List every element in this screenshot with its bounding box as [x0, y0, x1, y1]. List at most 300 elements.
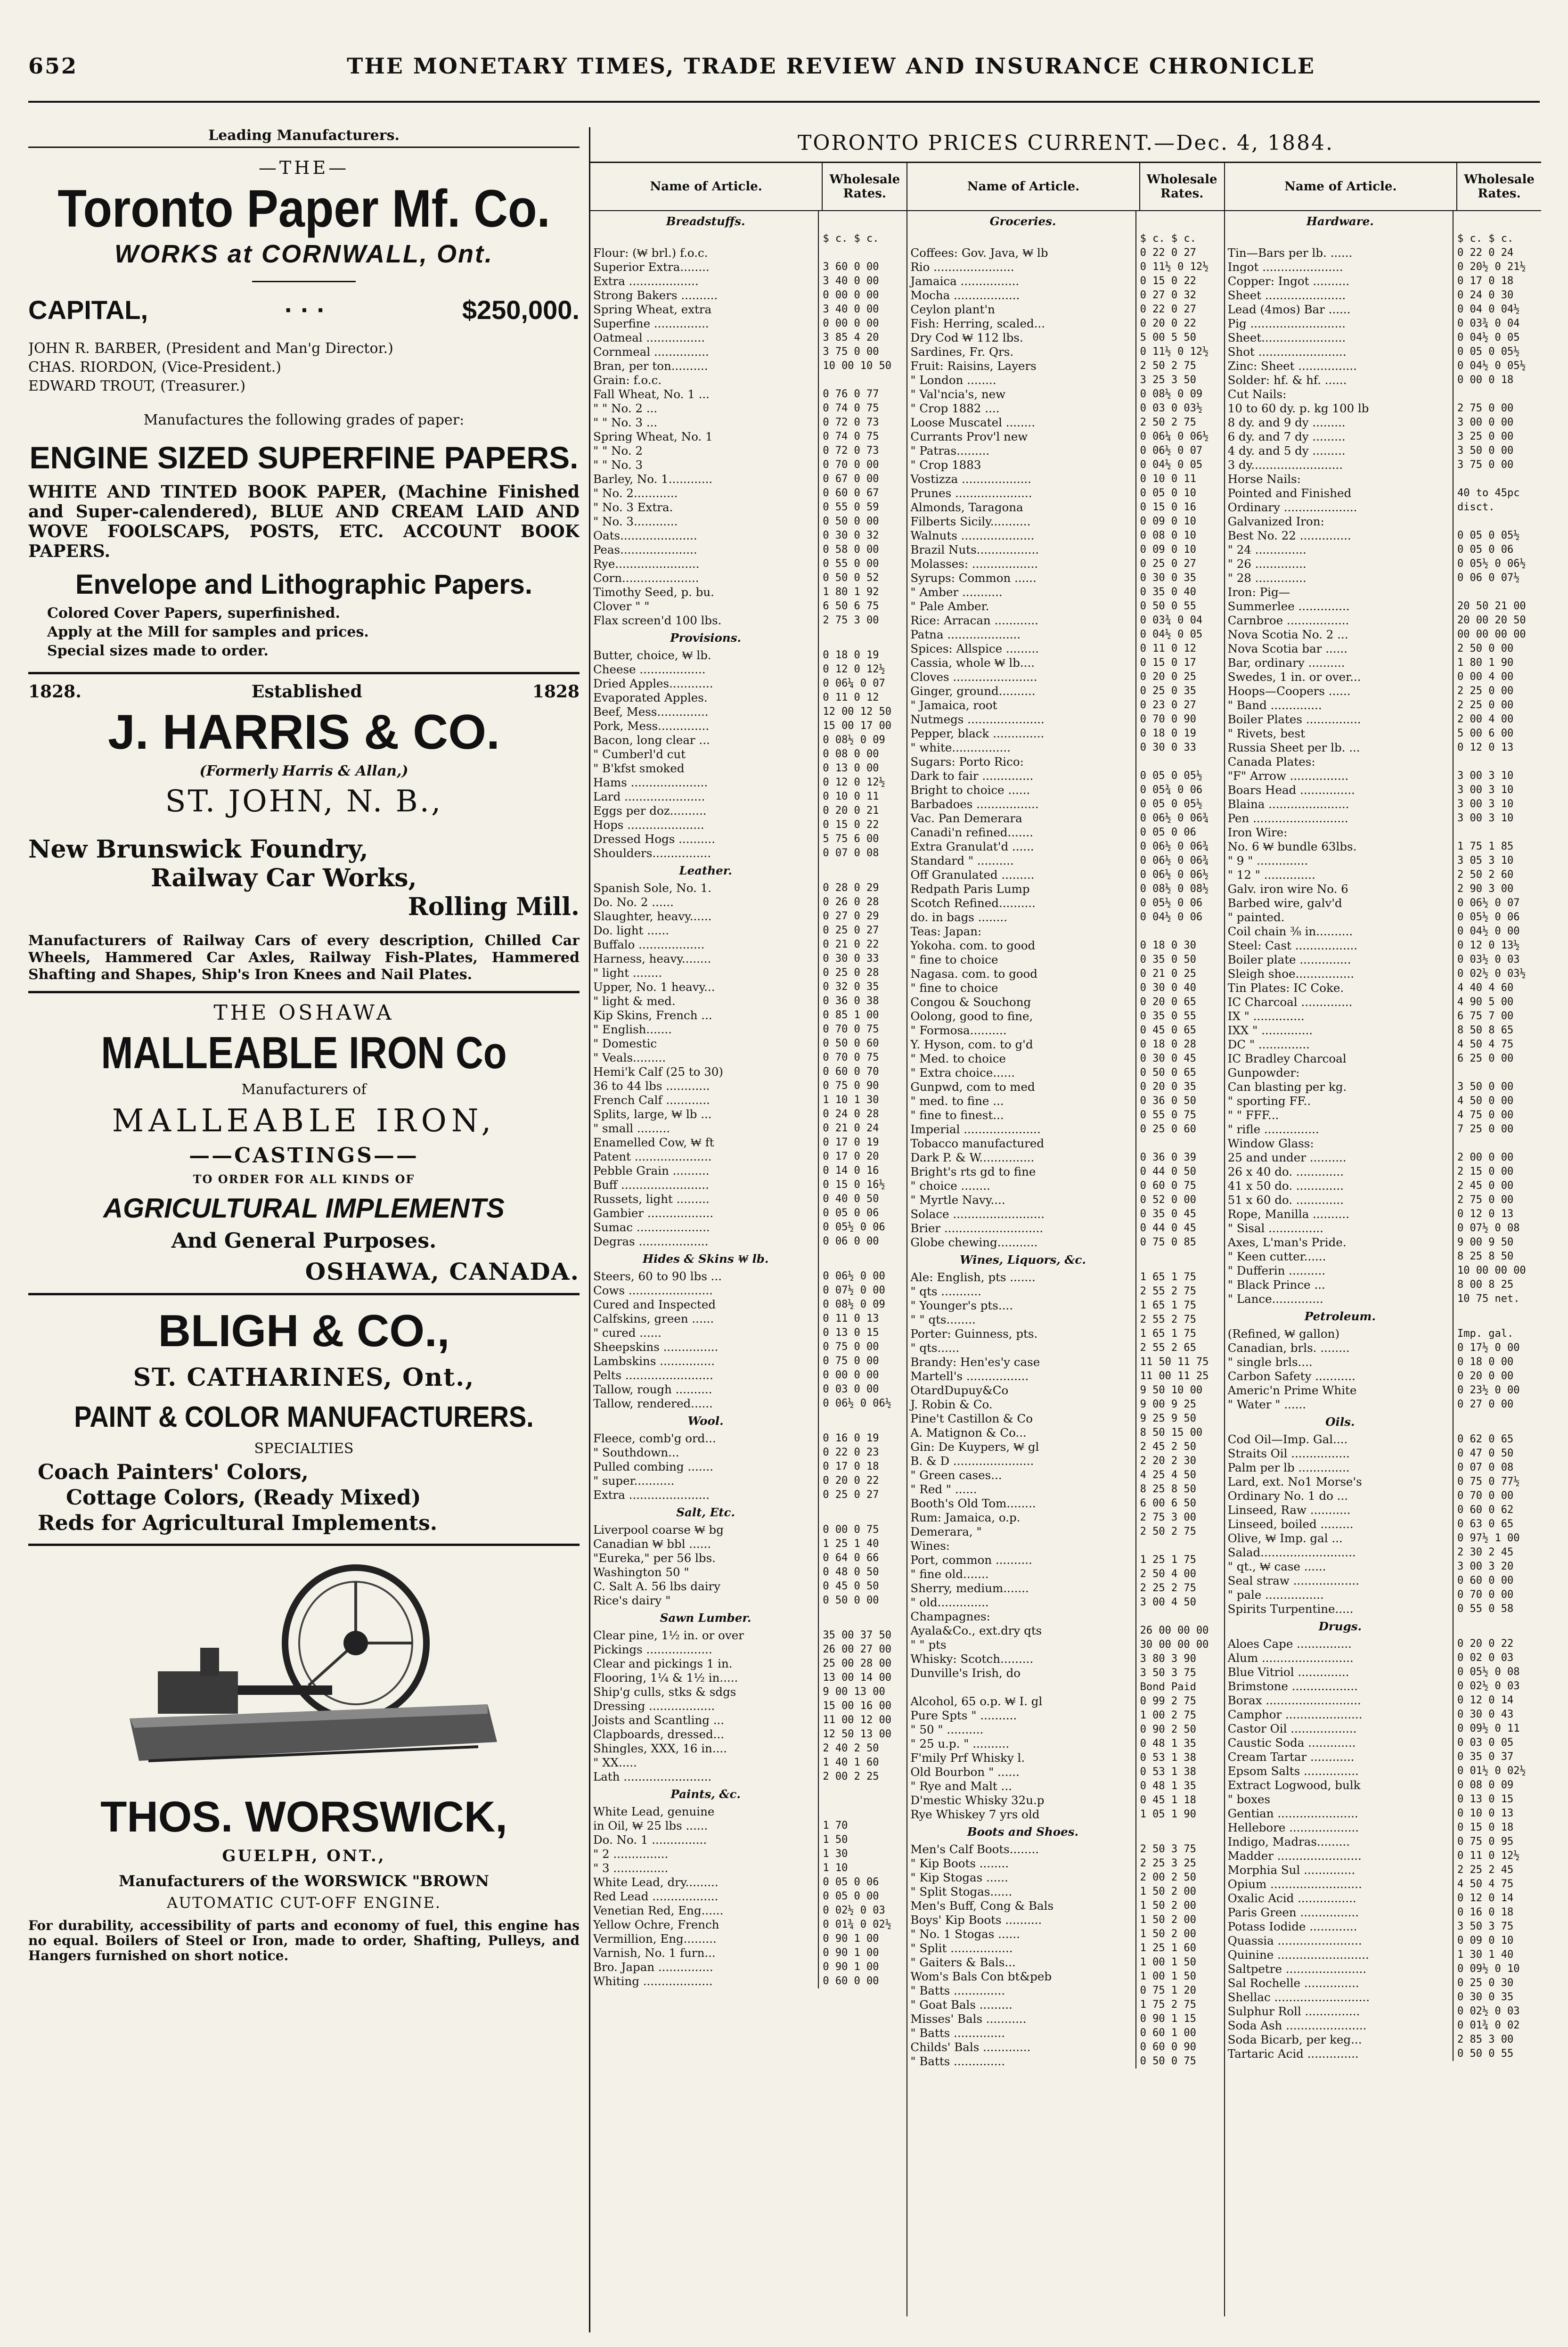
wholesale-rate: 2 25 3 25 [1140, 1857, 1196, 1869]
wholesale-rate: 4 50 4 75 [1457, 1878, 1514, 1890]
price-row [590, 1727, 906, 1742]
article-name: Rice's dairy " [590, 1594, 819, 1608]
price-row [1225, 2047, 1541, 2061]
price-row [1225, 288, 1541, 303]
article-name: C. Salt A. 56 lbs dairy [590, 1579, 819, 1594]
wholesale-rate [1136, 924, 1224, 939]
wholesale-rate: 1 50 2 00 [1140, 1886, 1196, 1897]
wholesale-rate: 0 25 0 27 [823, 924, 879, 936]
wholesale-rate: 0 15 0 16 [1140, 501, 1196, 513]
wholesale-rate: 2 45 2 50 [1140, 1441, 1196, 1453]
wholesale-rate: 0 05 0 06 [1457, 544, 1514, 556]
article-name: Palm per lb .............. [1225, 1461, 1454, 1475]
wholesale-rate: 0 06¼ 0 07 [823, 678, 885, 689]
article-name: Flooring, 1¼ & 1½ in..... [590, 1671, 819, 1685]
wholesale-rate: 0 23 0 27 [1140, 699, 1196, 711]
wholesale-rate: 1 30 [823, 1848, 848, 1860]
price-row [590, 472, 906, 486]
price-row [907, 1284, 1224, 1299]
article-name: " light ........ [590, 966, 819, 980]
wholesale-rate: 8 00 8 25 [1457, 1279, 1514, 1291]
article-name: Americ'n Prime White [1225, 1383, 1454, 1398]
article-name: Sherry, medium....... [907, 1581, 1136, 1595]
wholesale-rate: 0 47 0 50 [1457, 1447, 1514, 1459]
article-name: Porter: Guinness, pts. [907, 1327, 1136, 1341]
specialty-cottage: Cottage Colors, (Ready Mixed) [66, 1486, 421, 1510]
wholesale-rate: 1 40 1 60 [823, 1757, 879, 1768]
wholesale-rate: 9 50 10 00 [1140, 1384, 1203, 1396]
article-name: " Pale Amber. [907, 599, 1136, 613]
price-row [907, 416, 1224, 430]
wholesale-rate: 0 60 0 67 [823, 487, 879, 499]
wholesale-rate: 0 05 0 05½ [1457, 346, 1520, 358]
article-name: Epsom Salts ............... [1225, 1764, 1454, 1778]
to-order: TO ORDER FOR ALL KINDS OF [193, 1172, 415, 1186]
article-name: Hellebore ................... [1225, 1821, 1454, 1835]
section-heading [907, 1250, 1224, 1270]
price-row [1225, 2033, 1541, 2047]
wholesale-rate: 26 00 27 00 [823, 1644, 892, 1655]
wholesale-rate: 0 28 0 29 [823, 882, 879, 894]
article-name: Morphia Sul .............. [1225, 1863, 1454, 1877]
price-row [1225, 1531, 1541, 1546]
price-row [1225, 1489, 1541, 1503]
wholesale-rate: 0 60 0 75 [1140, 1180, 1196, 1192]
price-row [1225, 515, 1541, 529]
officer-treasurer: EDWARD TROUT, (Treasurer.) [28, 378, 246, 394]
price-row [907, 571, 1224, 585]
price-row [590, 1565, 906, 1579]
price-row [1225, 1637, 1541, 1651]
envelope-heading: Envelope and Lithographic Papers. [75, 569, 533, 600]
section-heading [1225, 1306, 1541, 1327]
wholesale-rate: 3 85 4 20 [823, 332, 879, 343]
wholesale-rate: 0 05 0 06 [823, 1207, 879, 1219]
article-name: Extra ................... [590, 274, 819, 288]
price-row [590, 1805, 906, 1819]
article-name: " 3 ............... [590, 1861, 819, 1875]
wholesale-rate: 1 00 2 75 [1140, 1709, 1196, 1721]
wholesale-rate: 0 25 0 60 [1140, 1123, 1196, 1135]
price-row [590, 1833, 906, 1847]
wholesale-rate: 3 50 3 75 [1140, 1667, 1196, 1679]
company-name: MALLEABLE IRON Co [101, 1028, 507, 1078]
wholesale-rate: 12 00 12 50 [823, 706, 892, 718]
wholesale-rate: 0 12 0 13½ [1457, 940, 1520, 951]
article-name: Brandy: Hen'es'y case [907, 1355, 1136, 1369]
wholesale-rate: 2 25 0 00 [1457, 685, 1514, 697]
article-name: Bro. Japan ............... [590, 1960, 819, 1974]
wholesale-rate: 0 55 0 75 [1140, 1109, 1196, 1121]
wholesale-rate: 1 75 2 75 [1140, 1999, 1196, 2011]
wholesale-rate: 15 00 17 00 [823, 720, 892, 732]
price-row [907, 953, 1224, 967]
wholesale-rate: 20 00 20 50 [1457, 614, 1526, 626]
article-name: Dunville's Irish, do [907, 1666, 1136, 1680]
wholesale-rate: 0 05½ 0 06 [1140, 897, 1203, 909]
wholesale-rate: 20 50 21 00 [1457, 600, 1526, 612]
article-name: " 26 .............. [1225, 557, 1454, 571]
article-name: Rope, Manilla .......... [1225, 1207, 1454, 1221]
price-row [907, 910, 1224, 924]
article-name: Oolong, good to fine, [907, 1009, 1136, 1023]
article-name: Standard " .......... [907, 854, 1136, 868]
article-name: Flour: (₩ brl.) f.o.c. [590, 246, 819, 260]
price-row [907, 967, 1224, 981]
price-row [907, 1108, 1224, 1122]
price-row [590, 966, 906, 980]
article-name: Cut Nails: [1225, 387, 1454, 401]
article-name [1225, 232, 1454, 246]
article-name: Best No. 22 .............. [1225, 529, 1454, 543]
section-title: Boots and Shoes. [907, 1822, 1136, 1842]
price-row [907, 1941, 1224, 1955]
article-name: Childs' Bals ............. [907, 2040, 1136, 2054]
wholesale-rate: 0 32 0 35 [823, 981, 879, 993]
article-name: Gunpwd, com to med [907, 1080, 1136, 1094]
wholesale-rate: 1 50 [823, 1834, 848, 1846]
price-row [1225, 613, 1541, 628]
wholesale-rate: 0 36 0 50 [1140, 1095, 1196, 1107]
price-row [907, 896, 1224, 910]
wholesale-rate: 3 00 3 10 [1457, 770, 1514, 782]
article-name: in Oil, ₩ 25 lbs ...... [590, 1819, 819, 1833]
price-row [1225, 1009, 1541, 1023]
article-name: Vac. Pan Demerara [907, 811, 1136, 826]
wholesale-rate: 11 00 11 25 [1140, 1370, 1209, 1382]
wholesale-rate: 0 16 0 19 [823, 1432, 879, 1444]
wholesale-rate: 0 35 0 40 [1140, 586, 1196, 598]
wholesale-rate: 0 21 0 25 [1140, 968, 1196, 980]
price-row [907, 684, 1224, 698]
wholesale-rate: 0 21 0 22 [823, 939, 879, 950]
price-row [1225, 1193, 1541, 1207]
wholesale-rate: 2 15 0 00 [1457, 1166, 1514, 1178]
wholesale-rate: 0 63 0 65 [1457, 1518, 1514, 1530]
price-row [590, 500, 906, 515]
article-name: Gunpowder: [1225, 1066, 1454, 1080]
wholesale-rate: 0 30 0 45 [1140, 1053, 1196, 1064]
wholesale-rate: 11 00 12 00 [823, 1714, 892, 1726]
price-row [907, 557, 1224, 571]
price-row [907, 1842, 1224, 1856]
wholesale-rate: 0 06½ 0 07 [1140, 445, 1203, 457]
wholesale-rate: 11 50 11 75 [1140, 1356, 1209, 1368]
section-heading [907, 211, 1224, 232]
section-title: Sawn Lumber. [590, 1608, 819, 1628]
price-row [907, 1567, 1224, 1581]
wholesale-rate [1136, 1822, 1224, 1842]
price-row [907, 303, 1224, 317]
price-row [907, 783, 1224, 797]
article-name: Pulled combing ....... [590, 1460, 819, 1474]
section-title: Groceries. [907, 211, 1136, 232]
wholesale-rate: 2 45 0 00 [1457, 1180, 1514, 1192]
wholesale-rate: 0 17½ 0 00 [1457, 1342, 1520, 1354]
wholesale-rate: 0 27 0 00 [1457, 1398, 1514, 1410]
article-name: Superfine ............... [590, 317, 819, 331]
capital-line [28, 294, 580, 325]
wholesale-rate: 0 25 0 27 [823, 1489, 879, 1501]
paper-notes [28, 604, 580, 661]
engine-illustration [92, 1563, 516, 1780]
article-name: Pebble Grain .......... [590, 1164, 819, 1178]
wholesale-rate: 15 00 16 00 [823, 1700, 892, 1712]
wholesale-rate: 0 20 0 00 [1457, 1370, 1514, 1382]
price-row [907, 1454, 1224, 1468]
article-name: Hoops—Coopers ...... [1225, 684, 1454, 698]
price-row [590, 1474, 906, 1488]
wholesale-rate: 0 60 0 62 [1457, 1504, 1514, 1516]
wholesale-rate: 0 55 0 59 [823, 501, 879, 513]
price-row [1225, 1807, 1541, 1821]
price-row [907, 1723, 1224, 1737]
article-name: Pen .......................... [1225, 811, 1454, 826]
wholesale-rate: 2 00 2 50 [1140, 1872, 1196, 1883]
wholesale-rate: 2 00 4 00 [1457, 713, 1514, 725]
price-row [1225, 797, 1541, 811]
price-row [590, 1488, 906, 1502]
castings-label: CASTINGS [234, 1144, 374, 1168]
price-row [590, 1537, 906, 1551]
price-row [907, 1482, 1224, 1497]
article-name [907, 1680, 1136, 1694]
price-row [907, 1151, 1224, 1165]
article-name: " " No. 2 ... [590, 401, 819, 416]
wholesale-rate: 10 00 00 00 [1457, 1265, 1526, 1276]
wholesale-rate: 0 30 0 35 [1457, 1991, 1514, 2003]
wholesale-rate: 4 40 4 60 [1457, 982, 1514, 994]
article-name: Patna .................... [907, 628, 1136, 642]
price-row [590, 1446, 906, 1460]
wholesale-rate: 0 90 1 00 [823, 1933, 879, 1945]
article-name: Lard, ext. No1 Morse's [1225, 1475, 1454, 1489]
price-row [1225, 1821, 1541, 1835]
price-row [590, 1121, 906, 1136]
article-name: Tartaric Acid .............. [1225, 2047, 1454, 2061]
specialty-reds: Reds for Agricultural Implements. [38, 1511, 438, 1535]
price-row [1225, 882, 1541, 896]
rate-header: Wholesale Rates. [1464, 172, 1535, 201]
price-row [1225, 232, 1541, 246]
wholesale-rate [819, 1502, 906, 1523]
article-name: Currants Prov'l new [907, 430, 1136, 444]
article-name: " Southdown... [590, 1446, 819, 1460]
wholesale-rate: 2 30 2 45 [1457, 1546, 1514, 1558]
company-name: Toronto Paper Mf. Co. [57, 179, 550, 238]
article-name: Ship'g culls, stks & sdgs [590, 1685, 819, 1699]
wholesale-rate: 0 30 0 43 [1457, 1709, 1514, 1720]
wholesale-rate: 0 04½ 0 05 [1140, 459, 1203, 471]
price-row [590, 1770, 906, 1784]
price-row [907, 1122, 1224, 1137]
article-name: Oatmeal ................ [590, 331, 819, 345]
wholesale-rate: 0 03¾ 0 04 [1140, 614, 1203, 626]
price-row [590, 1756, 906, 1770]
price-row [590, 1269, 906, 1284]
price-row [1225, 1080, 1541, 1094]
price-row [1225, 840, 1541, 854]
wholesale-rate: 0 75 0 95 [1457, 1836, 1514, 1848]
article-name: Spring Wheat, extra [590, 303, 819, 317]
price-row [590, 1312, 906, 1326]
price-row [1225, 698, 1541, 712]
price-row [907, 1094, 1224, 1108]
price-row [1225, 1179, 1541, 1193]
price-row [907, 1398, 1224, 1412]
wholesale-rate: 4 25 4 50 [1140, 1469, 1196, 1481]
note-cover: Colored Cover Papers, superfinished. [47, 605, 340, 622]
article-name: Hops ..................... [590, 818, 819, 832]
price-row [1225, 1651, 1541, 1665]
article-name: Misses' Bals ........... [907, 2012, 1136, 2026]
wholesale-rate: 12 50 13 00 [823, 1728, 892, 1740]
price-row [590, 1354, 906, 1368]
wholesale-rate [1454, 1616, 1541, 1637]
wholesale-rate: 1 05 1 90 [1140, 1808, 1196, 1820]
section-heading [590, 211, 906, 232]
price-row [590, 529, 906, 543]
price-row [590, 1298, 906, 1312]
article-name: " light & med. [590, 994, 819, 1008]
article-name: Corn..................... [590, 571, 819, 585]
wholesale-rate: 0 06½ 0 06¾ [1140, 841, 1209, 852]
article-name: " Patras......... [907, 444, 1136, 458]
wholesale-rate: 0 72 0 73 [823, 445, 879, 457]
wholesale-rate: 1 50 2 00 [1140, 1928, 1196, 1940]
wholesale-rate: 0 05 0 05½ [1140, 798, 1203, 810]
wholesale-rate: Imp. gal. [1457, 1328, 1514, 1340]
wholesale-rate: 1 25 1 75 [1140, 1554, 1196, 1566]
wholesale-rate: 0 55 0 00 [823, 558, 879, 570]
price-row [590, 719, 906, 733]
article-name: " 50 " .......... [907, 1723, 1136, 1737]
wholesale-rate: 0 45 0 50 [823, 1580, 879, 1592]
article-name: Bacon, long clear ... [590, 733, 819, 747]
wholesale-rate: 1 80 1 92 [823, 586, 879, 598]
wholesale-rate: 0 08½ 0 08½ [1140, 883, 1209, 895]
price-row [1225, 458, 1541, 472]
price-row [1225, 1905, 1541, 1920]
price-row [1225, 1778, 1541, 1792]
article-name: Shoulders................ [590, 846, 819, 860]
wholesale-rate: 0 17 0 19 [823, 1137, 879, 1148]
price-row [907, 430, 1224, 444]
article-name: " " pts [907, 1638, 1136, 1652]
price-row [1225, 1948, 1541, 1962]
price-row [907, 642, 1224, 656]
article-name: Canadi'n refined....... [907, 826, 1136, 840]
wholesale-rate: 2 85 3 00 [1457, 2034, 1514, 2045]
article-name: " Domestic [590, 1037, 819, 1051]
price-row [590, 761, 906, 776]
city: ST. JOHN, N. B., [165, 784, 443, 819]
wholesale-rate: 6 75 7 00 [1457, 1010, 1514, 1022]
price-row [907, 1970, 1224, 1984]
wholesale-rate: 0 97½ 1 00 [1457, 1532, 1520, 1544]
wholesale-rate: 0 12 0 14 [1457, 1892, 1514, 1904]
price-row [907, 1440, 1224, 1454]
price-row [590, 1861, 906, 1875]
article-name: " Rivets, best [1225, 727, 1454, 741]
wholesale-rate: 2 50 2 75 [1140, 1526, 1196, 1537]
price-row [907, 1165, 1224, 1179]
price-row [590, 790, 906, 804]
price-row [907, 826, 1224, 840]
wholesale-rate: 0 40 0 50 [823, 1193, 879, 1205]
price-row [590, 662, 906, 677]
article-name: Rice: Arracan ............ [907, 613, 1136, 628]
header-rule [28, 101, 1540, 103]
article-name: Yellow Ochre, French [590, 1918, 819, 1932]
price-row [1225, 1764, 1541, 1778]
price-row [907, 1270, 1224, 1284]
wholesale-rate: 0 13 0 15 [823, 1327, 879, 1339]
toronto-paper-ad [28, 148, 580, 661]
article-name: 8 dy. and 9 dy ......... [1225, 416, 1454, 430]
article-name: " Rye and Malt ... [907, 1779, 1136, 1793]
article-name: Peas..................... [590, 543, 819, 557]
article-name: " single brls.... [1225, 1355, 1454, 1369]
price-row [1225, 1398, 1541, 1412]
section-title: Petroleum. [1225, 1306, 1454, 1327]
price-row [907, 741, 1224, 755]
article-name: Sal Rochelle ............... [1225, 1976, 1454, 1990]
price-row [1225, 1602, 1541, 1616]
price-row [590, 458, 906, 472]
specialty-coach: Coach Painters' Colors, [38, 1460, 309, 1484]
wholesale-rate: 0 50 0 00 [823, 1595, 879, 1606]
price-row [1225, 924, 1541, 939]
wholesale-rate: 0 60 0 00 [1457, 1575, 1514, 1586]
price-row [590, 1079, 906, 1093]
price-row [590, 804, 906, 818]
price-row [907, 882, 1224, 896]
price-row [1225, 1708, 1541, 1722]
price-row [1225, 2004, 1541, 2019]
price-row [590, 733, 906, 747]
wholesale-rate: 13 00 14 00 [823, 1672, 892, 1684]
section-title: Salt, Etc. [590, 1502, 819, 1523]
wholesale-rate [1454, 755, 1541, 769]
price-row [1225, 1341, 1541, 1355]
wholesale-rate: 0 18 0 30 [1140, 940, 1196, 951]
article-name: Pork, Mess.............. [590, 719, 819, 733]
article-name: Red Lead .................. [590, 1889, 819, 1904]
wholesale-rate: 0 72 0 73 [823, 417, 879, 428]
price-row [1225, 783, 1541, 797]
article-name: Joists and Scantling ... [590, 1713, 819, 1727]
wholesale-rate: 3 40 0 00 [823, 303, 879, 315]
price-row [590, 613, 906, 628]
price-row [907, 458, 1224, 472]
wholesale-rate: 4 90 5 00 [1457, 996, 1514, 1008]
article-name: Ayala&Co., ext.dry qts [907, 1624, 1136, 1638]
price-row [590, 1847, 906, 1861]
column-header [907, 163, 1224, 211]
price-row [590, 1093, 906, 1107]
wholesale-rate: 0 09½ 0 10 [1457, 1963, 1520, 1975]
price-row [590, 994, 906, 1008]
article-name: Russets, light ......... [590, 1192, 819, 1206]
wholesale-rate: 0 50 0 60 [823, 1038, 879, 1049]
wholesale-rate [819, 1608, 906, 1628]
price-column-2 [907, 163, 1225, 2316]
wholesale-rate: 0 00 0 18 [1457, 374, 1514, 386]
article-name: Grain: f.o.c. [590, 373, 819, 387]
section-title: Paints, &c. [590, 1784, 819, 1805]
article-name: Sugars: Porto Rico: [907, 755, 1136, 769]
